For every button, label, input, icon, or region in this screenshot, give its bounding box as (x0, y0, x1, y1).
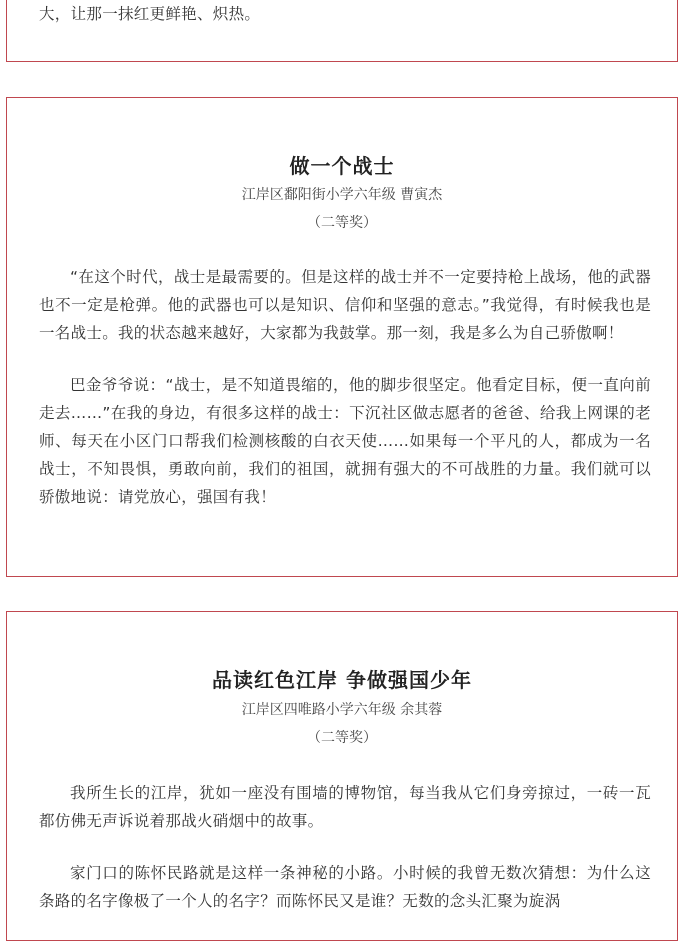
article-card-warrior (6, 97, 678, 577)
article-text-tail: 大，让那一抹红更鲜艳、炽热。 (39, 5, 261, 23)
article-author: 江岸区四唯路小学六年级 余其蓉 (241, 702, 443, 718)
article-paragraph: “在这个时代，战士是最需要的。但是这样的战士并不一定要持枪上战场，他的武器也不一定是枪弹。他的武器也可以是知识、信仰和坚强的意志。”我觉得，有时候我也是一名战士。我的状态越来越好，大家都为我鼓掌。那一刻，我是多么为自己骄傲啊！ (39, 268, 651, 342)
article-card-previous (6, 0, 678, 62)
article-title: 做一个战士 (289, 154, 395, 178)
article-paragraph: 家门口的陈怀民路就是这样一条神秘的小路。小时候的我曾无数次猜想：为什么这条路的名字像极了一个人的名字？而陈怀民又是谁？无数的念头汇聚为旋涡 (39, 864, 651, 910)
article-card-red-jiangan (6, 611, 678, 941)
article-award: （二等奖） (307, 215, 377, 231)
article-body (39, 779, 651, 915)
article-paragraph: 我所生长的江岸，犹如一座没有围墙的博物馆，每当我从它们身旁掠过，一砖一瓦都仿佛无声诉说着那战火硝烟中的故事。 (39, 784, 651, 830)
article-title: 品读红色江岸 争做强国少年 (212, 668, 472, 692)
article-paragraph: 巴金爷爷说：“战士，是不知道畏缩的，他的脚步很坚定。他看定目标，便一直向前走去……”在我的身边，有很多这样的战士：下沉社区做志愿者的爸爸、给我上网课的老师、每天在小区门口帮我们检测核酸的白衣天使……如果每一个平凡的人，都成为一名战士，不知畏惧，勇敢向前，我们的祖国，就拥有强大的不可战胜的力量。我们就可以骄傲地说：请党放心，强国有我！ (39, 376, 651, 506)
article-body (39, 263, 651, 511)
article-award: （二等奖） (307, 730, 377, 746)
article-author: 江岸区鄱阳街小学六年级 曹寅杰 (241, 187, 443, 203)
